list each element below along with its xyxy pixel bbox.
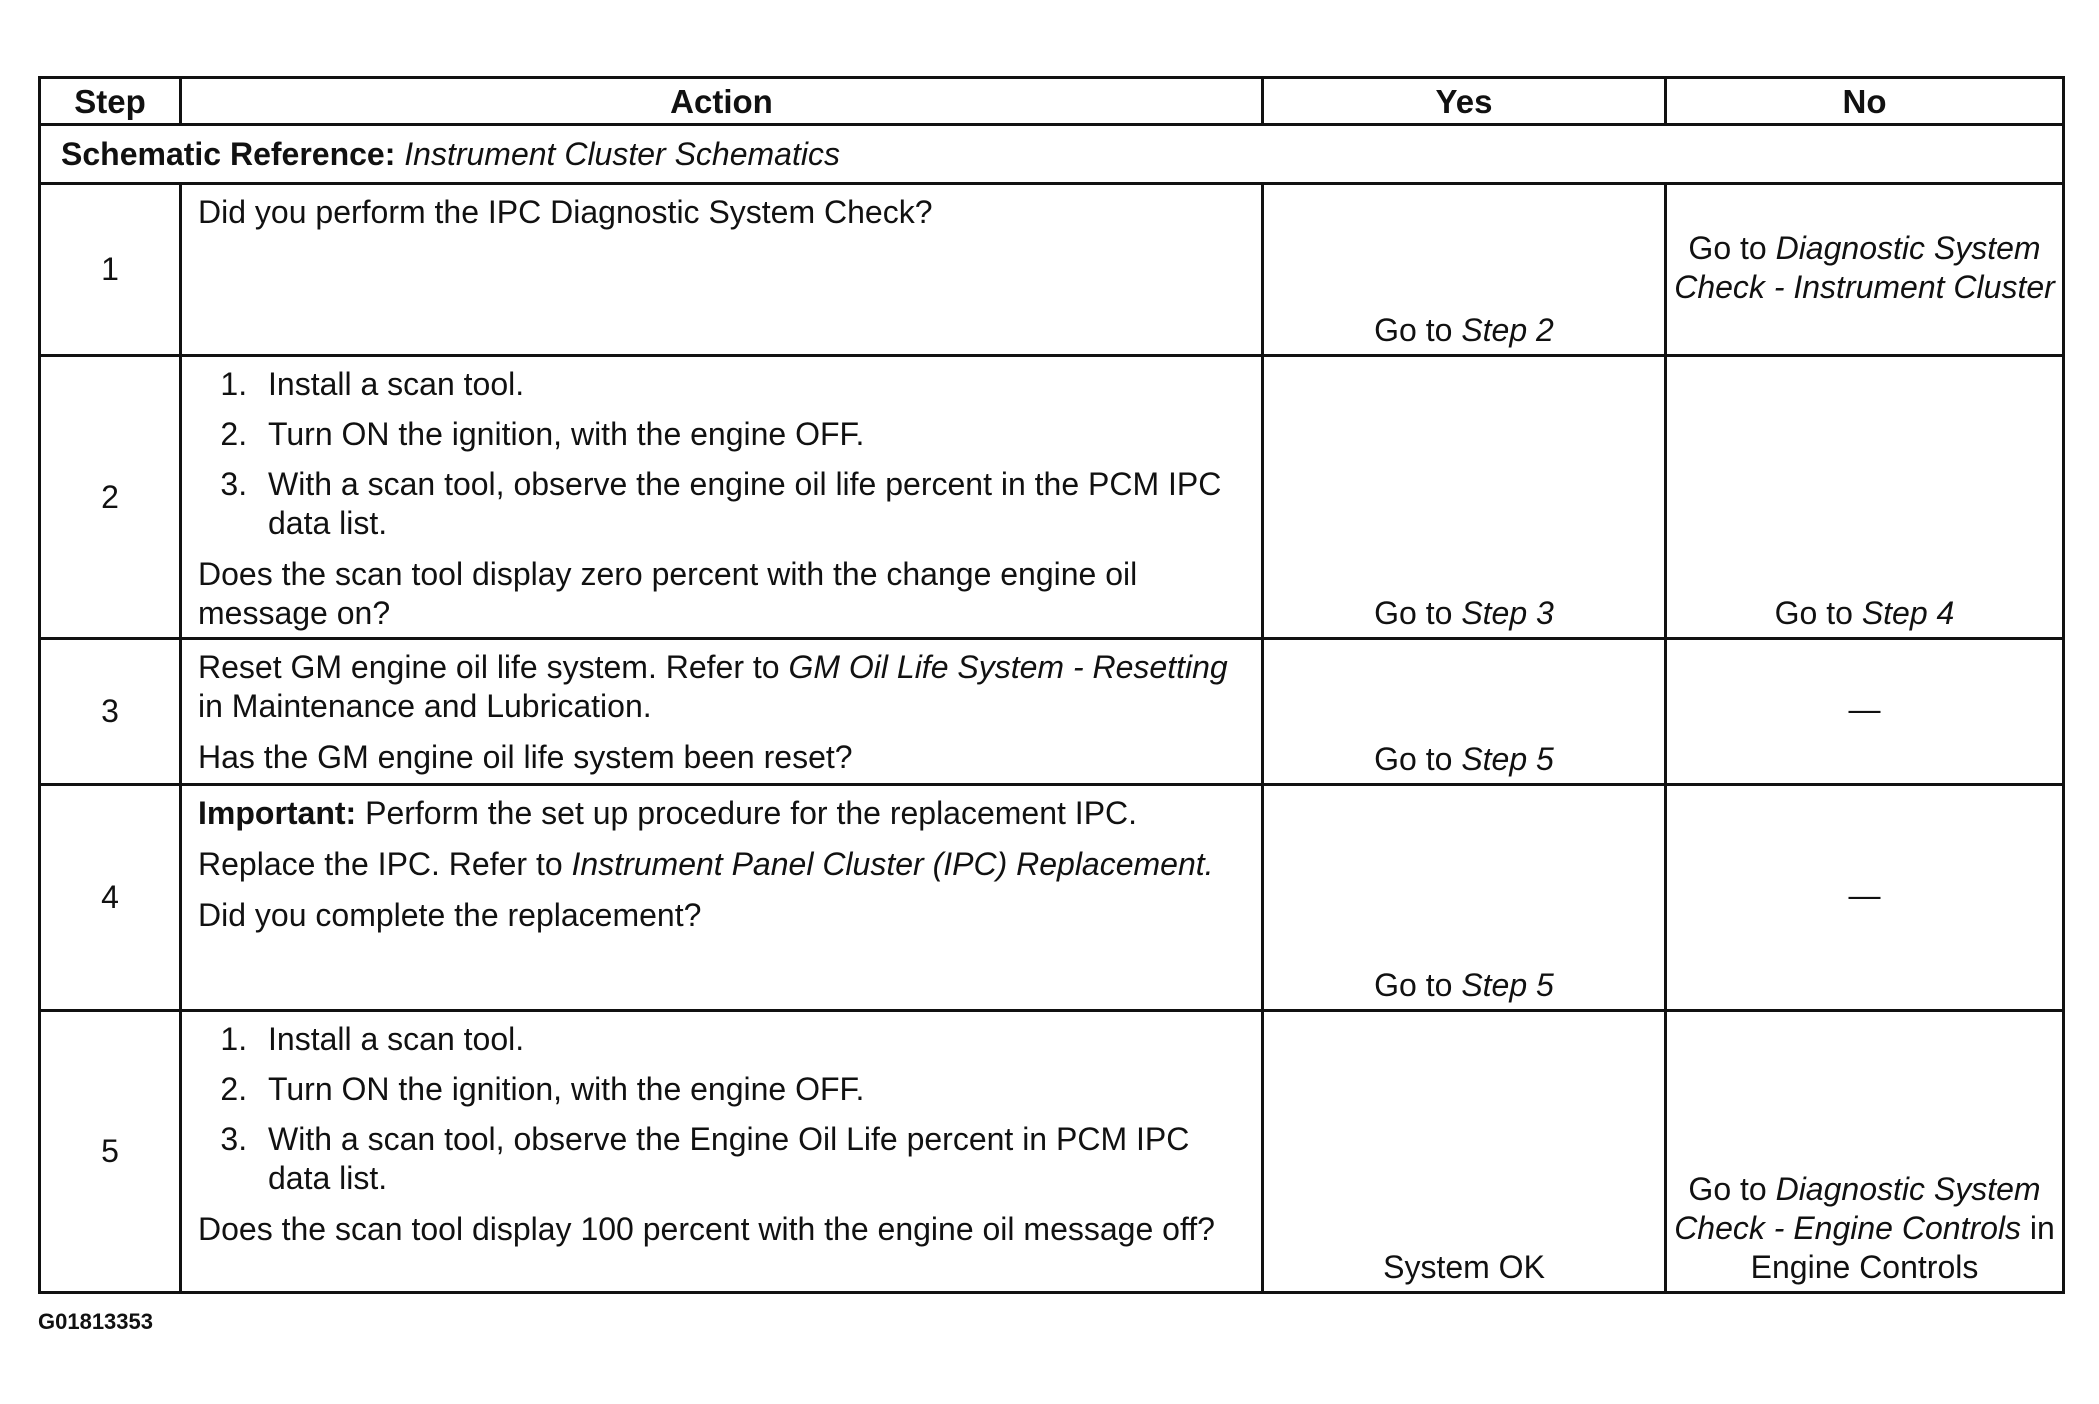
action-text: in Maintenance and Lubrication. xyxy=(198,688,652,724)
important-note xyxy=(198,794,1249,833)
no-cell xyxy=(1666,639,2064,785)
no-step-link[interactable]: Step 4 xyxy=(1861,595,1955,631)
yes-cell xyxy=(1263,785,1666,1011)
table-row xyxy=(40,356,2064,639)
yes-prefix: Go to xyxy=(1374,312,1453,348)
figure-id: G01813353 xyxy=(38,1309,153,1334)
header-no: No xyxy=(1666,78,2064,125)
action-cell xyxy=(181,639,1263,785)
yes-prefix: Go to xyxy=(1374,741,1453,777)
action-instruction xyxy=(198,648,1249,726)
schematic-reference-row xyxy=(40,125,2064,184)
action-text: Reset GM engine oil life system. Refer to xyxy=(198,649,780,685)
list-item: 2. Turn ON the ignition, with the engine OFF. xyxy=(256,415,1249,454)
yes-cell xyxy=(1263,1011,1666,1293)
action-text: Replace the IPC. Refer to xyxy=(198,846,563,882)
step-number: 4 xyxy=(40,785,181,1011)
action-cell xyxy=(181,356,1263,639)
action-question: Did you perform the IPC Diagnostic System Check? xyxy=(198,194,933,230)
schematic-reference-link[interactable]: Instrument Cluster Schematics xyxy=(404,135,840,172)
step-number: 3 xyxy=(40,639,181,785)
no-reference-link[interactable]: Diagnostic System Check - Instrument Cluster xyxy=(1674,229,2055,305)
table-row xyxy=(40,639,2064,785)
schematic-reference-label: Schematic Reference: xyxy=(61,135,396,172)
step-number: 2 xyxy=(40,356,181,639)
action-question: Has the GM engine oil life system been reset? xyxy=(198,739,853,775)
action-cell xyxy=(181,1011,1263,1293)
header-action: Action xyxy=(181,78,1263,125)
diagnostic-table xyxy=(38,76,2065,1294)
no-prefix: Go to xyxy=(1688,229,1767,266)
header-row xyxy=(40,78,2064,125)
no-dash: — xyxy=(1848,877,1881,913)
header-step: Step xyxy=(40,78,181,125)
yes-cell xyxy=(1263,184,1666,356)
no-cell xyxy=(1666,785,2064,1011)
step-number: 5 xyxy=(40,1011,181,1293)
yes-result: System OK xyxy=(1383,1249,1545,1285)
action-steps-list xyxy=(198,365,1249,543)
yes-prefix: Go to xyxy=(1374,595,1453,631)
important-label: Important: xyxy=(198,795,357,831)
list-item: 2. Turn ON the ignition, with the engine OFF. xyxy=(256,1070,1249,1109)
yes-step-link[interactable]: Step 2 xyxy=(1461,312,1554,348)
no-reference-link[interactable]: Diagnostic System Check - Engine Controls xyxy=(1674,1171,2041,1246)
action-steps-list xyxy=(198,1020,1249,1198)
important-text: Perform the set up procedure for the replacement IPC. xyxy=(365,795,1138,831)
action-question: Does the scan tool display 100 percent with the engine oil message off? xyxy=(198,1211,1215,1247)
no-dash: — xyxy=(1848,691,1881,727)
no-cell xyxy=(1666,356,2064,639)
yes-cell xyxy=(1263,639,1666,785)
no-suffix: in Engine Controls xyxy=(1750,1210,2055,1285)
no-prefix: Go to xyxy=(1774,595,1853,631)
action-question: Does the scan tool display zero percent with the change engine oil message on? xyxy=(198,556,1138,631)
step-number: 1 xyxy=(40,184,181,356)
table-row xyxy=(40,785,2064,1011)
table-row xyxy=(40,1011,2064,1293)
yes-step-link[interactable]: Step 3 xyxy=(1461,595,1554,631)
schematic-reference xyxy=(40,125,2064,184)
action-reference-link[interactable]: GM Oil Life System - Resetting xyxy=(788,649,1228,685)
list-item: 3. With a scan tool, observe the engine oil life percent in the PCM IPC data list. xyxy=(256,465,1249,543)
action-reference-link[interactable]: Instrument Panel Cluster (IPC) Replacement. xyxy=(571,846,1214,882)
list-item: 1. Install a scan tool. xyxy=(256,365,1249,404)
no-cell xyxy=(1666,184,2064,356)
table-row xyxy=(40,184,2064,356)
yes-step-link[interactable]: Step 5 xyxy=(1461,967,1554,1003)
no-cell xyxy=(1666,1011,2064,1293)
action-instruction xyxy=(198,845,1249,884)
no-prefix: Go to xyxy=(1688,1171,1767,1207)
list-item: 3. With a scan tool, observe the Engine Oil Life percent in PCM IPC data list. xyxy=(256,1120,1249,1198)
yes-cell xyxy=(1263,356,1666,639)
action-cell xyxy=(181,184,1263,356)
header-yes: Yes xyxy=(1263,78,1666,125)
action-cell xyxy=(181,785,1263,1011)
list-item: 1. Install a scan tool. xyxy=(256,1020,1249,1059)
yes-prefix: Go to xyxy=(1374,967,1453,1003)
yes-step-link[interactable]: Step 5 xyxy=(1461,741,1554,777)
action-question: Did you complete the replacement? xyxy=(198,897,702,933)
